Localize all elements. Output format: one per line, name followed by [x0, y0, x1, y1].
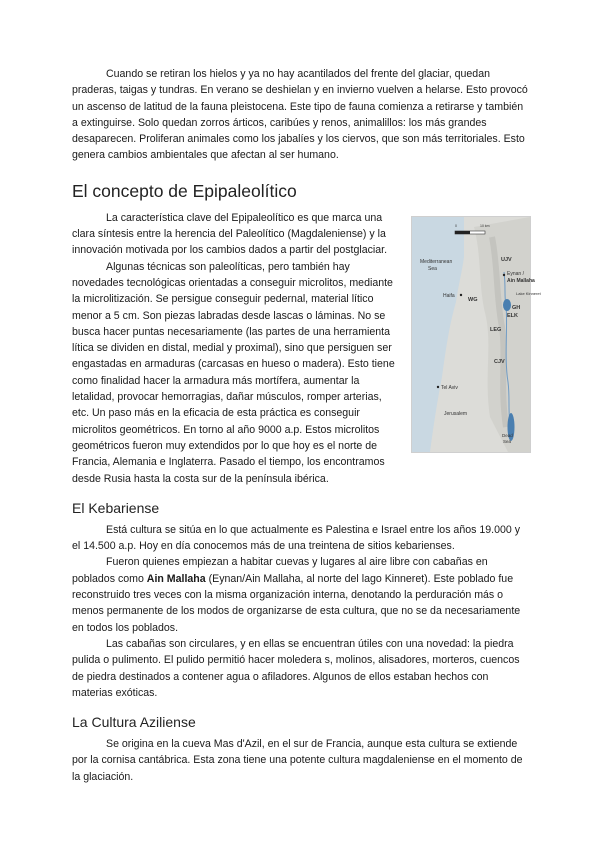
telaviv-label: Tel Aviv — [441, 385, 458, 391]
section-title-epipaleolitico: El concepto de Epipaleolítico — [72, 180, 297, 201]
haifa-marker — [460, 294, 462, 296]
eynan-label-line1: Eynan / — [507, 271, 524, 277]
document-page — [72, 66, 541, 785]
kebariense-text-a: Fueron quienes empiezan a habitar cuevas y lugares al aire libre con cabañas en poblados como — [72, 556, 488, 585]
epipaleolitico-paragraph-2: Algunas técnicas son paleolíticas, pero también hay novedades tecnológicas orientadas a conseguir microlitos, mediante la microlitización. Se persigue conseguir pedernal, material lítico menor a 5 cm. Son piezas labradas desde lascas o láminas. No se busca hacer puntas necesariamente (las partes de una herramienta lítica se dividen en distal, medial y proximal), sino que persiguen ser engastadas en armaduras (carcasas en hueso o madera). Esto tiene como finalidad hacer la armadura más mortífera, aumentar la letalidad, provocar hemorragias, dañar músculos, romper arterias, etc. Un paso más en la eficacia de esta práctica es conseguir microlitos geométricos. En torno al año 9000 a.p. Estos microlitos geométricos fueron muy extendidos por lo que hoy es el norte de Francia, Alemania e Inglaterra. Pasado el tiempo, los encontramos desde Rusia hasta la costa sur de la península ibérica. — [72, 260, 395, 485]
eynan-label-line2: Ain Mallaha — [507, 278, 535, 284]
cjv-label: CJV — [494, 359, 505, 365]
ujv-label: UJV — [501, 257, 512, 263]
haifa-label: Haifa — [443, 293, 455, 299]
gh-label: GH — [512, 305, 521, 311]
lake-kinneret-shape — [503, 299, 511, 311]
deadsea-label-line1: Dead — [502, 433, 513, 438]
kebariense-text-b: (Eynan/Ain Mallaha, al norte del lago Kinneret). Este poblado fue reconstruido tres veces con la misma organización interna, denotando la perduración más o menos permanente de los modos de organizarse de esta cultura, que no se da necesariamente en todos los poblados. — [72, 572, 521, 634]
intro-paragraph: Cuando se retiran los hielos y ya no hay acantilados del frente del glaciar, quedan praderas, taigas y tundras. En verano se deshielan y en invierno vuelven a helarse. Esto provocó un ascenso de latitud de la fauna pleistocena. Este tipo de fauna comienza a retirarse y también a extinguirse. Solo quedan zorros árticos, caribúes y renos, animalillos: los más grandes desaparecen. Proliferan animales como los jabalíes y los ciervos, que son más territoriales. Esto genera cambios ambientales que afectan al ser humano. — [72, 68, 528, 162]
sea-label-line1: Mediterranean — [420, 259, 453, 265]
section-title-aziliense: La Cultura Aziliense — [72, 714, 196, 731]
kebariense-paragraph-1: Está cultura se sitúa en lo que actualmente es Palestina e Israel entre los años 19.000 y el 14.500 a.p. Hoy en día conocemos más de una treintena de sitios kebarienses. — [72, 523, 520, 553]
elk-label: ELK — [507, 313, 518, 319]
map-graphic — [412, 217, 541, 452]
scale-left-label: 0 — [455, 224, 457, 228]
section-title-kebariense: El Kebariense — [72, 499, 160, 516]
aziliense-paragraph-1: Se origina en la cueva Mas d'Azil, en el sur de Francia, aunque esta cultura se extiende por la cornisa cantábrica. Esta zona tiene una potente cultura magdaleniense en el momento de la glaciación. — [72, 738, 523, 783]
telaviv-marker — [437, 386, 439, 388]
scale-bar-black — [455, 231, 470, 234]
jerusalem-label: Jerusalem — [444, 411, 468, 417]
deadsea-label-line2: Sea — [503, 439, 512, 444]
eynan-marker — [503, 274, 505, 276]
sea-label-line2: Sea — [428, 266, 437, 272]
kinneret-label: Lake Kinneret — [516, 291, 541, 296]
wg-label: WG — [468, 297, 478, 303]
kebariense-paragraph-2 — [72, 554, 530, 635]
levant-map — [411, 216, 541, 453]
epipaleolitico-paragraph-1: La característica clave del Epipaleolítico es que marca una clara síntesis entre la herencia del Paleolítico (Magdaleniense) y la innovación motivada por los cambios dados a partir del postglaciar. — [72, 211, 388, 257]
leg-label: LEG — [490, 327, 502, 333]
scale-right-label: 10 km — [480, 224, 490, 228]
ain-mallaha-bold: Ain Mallaha — [146, 572, 206, 585]
kebariense-paragraph-3: Las cabañas son circulares, y en ellas se encuentran útiles con una novedad: la piedra pulida o pulimento. El pulido permitió hacer moledera s, molinos, alisadores, morteros, cuencos de piedra destinados a contener agua o afiladores. Algunos de ellos estaban hechos con materias exóticas. — [72, 637, 520, 699]
